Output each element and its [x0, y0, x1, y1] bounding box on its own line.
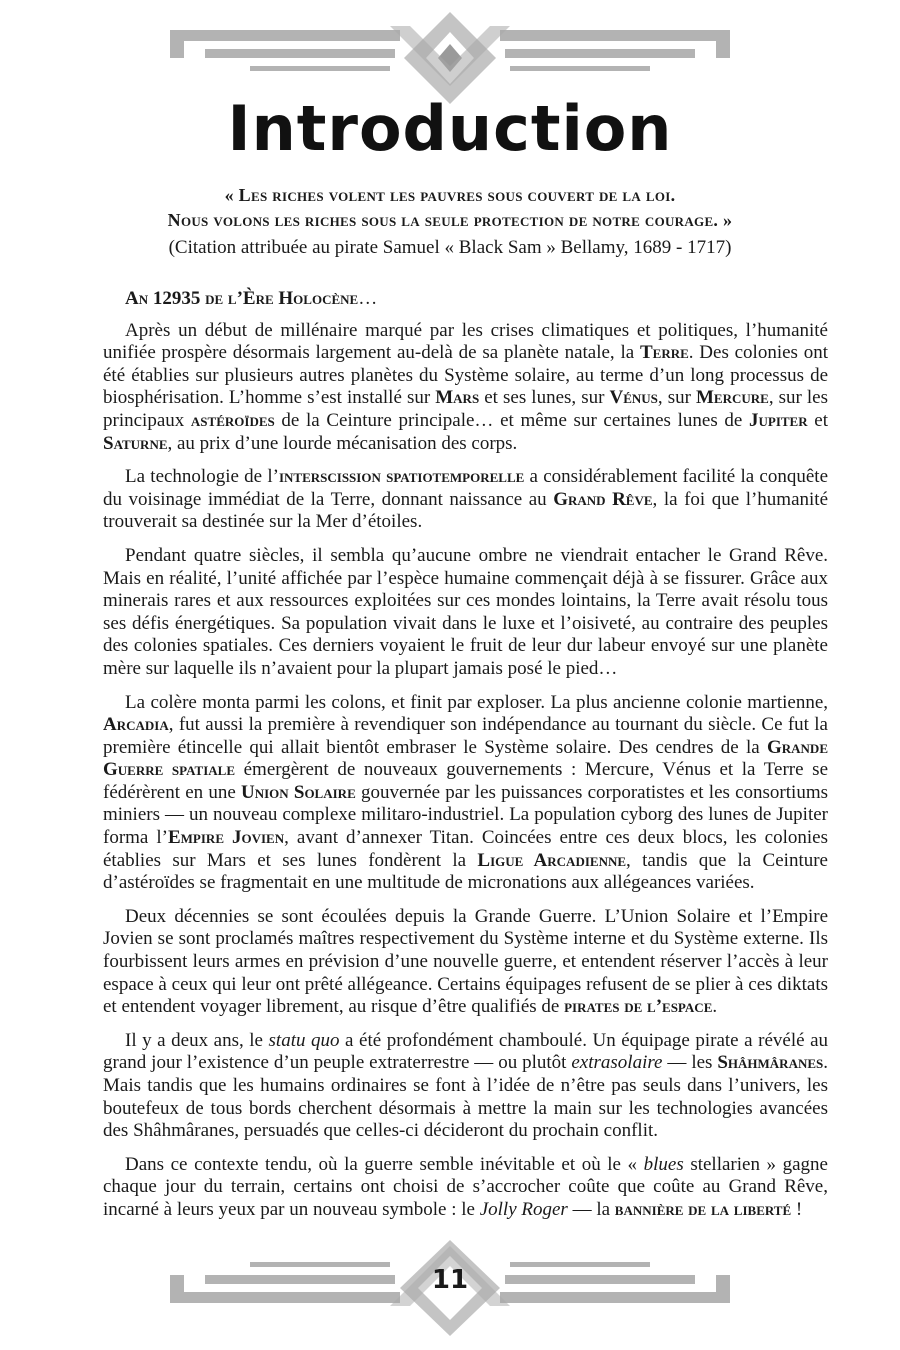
text-run: de la Ceinture principale… et même sur certaines lunes de [274, 409, 749, 431]
text-run: ! [791, 1198, 803, 1220]
epigraph-line-1: « Les riches volent les pauvres sous couvert de la loi. [224, 185, 676, 205]
body-paragraph [103, 545, 828, 681]
epigraph-attribution: (Citation attribuée au pirate Samuel « Black Sam » Bellamy, 1689 - 1717) [168, 237, 732, 258]
text-run: Dans ce contexte tendu, où la guerre semble inévitable et où le « [125, 1153, 644, 1175]
body-paragraph [103, 1030, 828, 1143]
text-run: Il y a deux ans, le [125, 1029, 269, 1051]
highlighted-term: interscission spatiotemporelle [278, 466, 525, 488]
text-run: , la foi que l’humanité trouverait sa destinée sur la Mer d’étoiles. [103, 488, 829, 533]
highlighted-term: Ligue Arcadienne [477, 849, 627, 871]
text-run: , tandis que la Ceinture d’astéroïdes se fragmentait en une multitude de micronations aux allégeances variées. [103, 849, 828, 894]
highlighted-term: An 12935 de l’Ère Holocène [125, 288, 359, 309]
text-run: stellarien » gagne chaque jour du terrain, certains ont choisi de s’accrocher coûte que coûte au Grand Rêve, incarné à leurs yeux par un nouveau symbole : le [103, 1153, 828, 1220]
body-paragraph [103, 320, 828, 456]
text-run: et ses lunes, sur [479, 387, 610, 409]
highlighted-term: Union Solaire [241, 781, 356, 803]
epigraph-line-2: Nous volons les riches sous la seule protection de notre courage. » [167, 210, 733, 230]
body-paragraph [103, 466, 828, 534]
italic-term: extrasolaire [571, 1052, 663, 1074]
highlighted-term: Arcadia [103, 714, 169, 736]
text-run: — les [662, 1052, 718, 1074]
highlighted-term: Shâhmâranes [717, 1052, 824, 1074]
body-paragraph [103, 692, 828, 895]
text-run: . [712, 996, 718, 1018]
body-paragraph [103, 906, 828, 1019]
highlighted-term: pirates de l’espace [564, 996, 713, 1018]
text-run: … [358, 288, 378, 309]
epigraph-quote [60, 183, 840, 233]
text-run: a considérablement facilité la conquête du voisinage immédiat de la Terre, donnant naissance au [103, 466, 828, 510]
text-run: , sur [657, 387, 696, 409]
text-run: et [807, 409, 828, 431]
introduction-body [103, 288, 828, 1233]
page-title: Introduction [227, 92, 673, 165]
footer-ornament [0, 1240, 900, 1350]
highlighted-term: Mercure [695, 387, 769, 409]
text-run: — la [567, 1198, 615, 1220]
text-run: , fut aussi la première à revendiquer son indépendance au tournant du siècle. Ce fut la première étincelle qui allait bientôt embraser le Système solaire. Des cendres de la [103, 714, 828, 758]
highlighted-term: Grande Guerre spatiale [103, 736, 828, 781]
highlighted-term: Vénus [609, 387, 658, 409]
highlighted-term: Jupiter [748, 409, 808, 431]
highlighted-term: Mars [435, 387, 480, 409]
text-run: a été profondément chamboulé. Un équipage pirate a révélé au grand jour l’existence d’un peuple extraterrestre — ou plutôt [103, 1029, 829, 1074]
text-run: , sur les principaux [103, 387, 829, 431]
text-run: , au prix d’une lourde mécanisation des corps. [167, 432, 518, 454]
text-run: . Mais tandis que les humains ordinaires se font à l’idée de n’être pas seuls dans l’univers, les boutefeux de tous bords cherchent désormais à mettre la main sur les technologies avancées des Shâhmâranes, persuadés que celles-ci décideront du prochain conflit. [103, 1052, 828, 1142]
italic-term: statu quo [268, 1029, 340, 1051]
highlighted-term: Saturne [103, 432, 168, 454]
page-number: 11 [431, 1265, 469, 1295]
opening-line [103, 288, 828, 311]
text-run: Deux décennies se sont écoulées depuis la Grande Guerre. L’Union Solaire et l’Empire Jovien se sont proclamés maîtres respectivement du Système interne et du Système externe. Ils fourbissent leurs armes en prévision d’une nouvelle guerre, et entendent réserver l’accès à leur espace à ceux qui leur ont prêté allégeance. Certains équipages refusent de se plier à ces diktats et entendent voyager librement, au risque d’être qualifiés de [103, 905, 828, 1018]
highlighted-term: bannière de la liberté [614, 1198, 792, 1220]
text-run: La technologie de l’ [125, 466, 279, 488]
italic-term: blues [643, 1153, 684, 1175]
text-run: Pendant quatre siècles, il sembla qu’aucune ombre ne viendrait entacher le Grand Rêve. Mais en réalité, l’unité affichée par l’espèce humaine commençait déjà à se fissurer. Grâce aux minerais rares et aux ressources exploitées sur ces mondes lointains, la Terre avait résolu tous ses défis énergétiques. Sa population vivait dans le luxe et l’oisiveté, au contraire des peuples des colonies spatiales. Ces derniers voyaient le fruit de leur dur labeur envoyé sur une planète mère sur laquelle ils n’avaient pour la plupart jamais posé le pied… [103, 544, 828, 679]
text-run: , avant d’annexer Titan. Coincées entre ces deux blocs, les colonies établies sur Mars et ses lunes fondèrent la [103, 827, 828, 871]
highlighted-term: Grand Rêve [553, 488, 653, 510]
text-run: gouvernée par les puissances corporatistes et les consortiums miniers — un nouveau complexe militaro-industriel. La population cyborg des lunes de Jupiter forma l’ [103, 781, 828, 849]
body-paragraph [103, 1154, 828, 1222]
highlighted-term: Terre [639, 342, 689, 364]
highlighted-term: Empire Jovien [167, 827, 285, 849]
text-run: . Des colonies ont été établies sur plusieurs autres planètes du Système solaire, au terme d’un long processus de biosphérisation. L’homme s’est installé sur [103, 342, 828, 409]
highlighted-term: astéroïdes [190, 409, 275, 431]
text-run: Après un début de millénaire marqué par les crises climatiques et politiques, l’humanité unifiée prospère désormais largement au-delà de sa planète natale, la [103, 319, 828, 364]
italic-term: Jolly Roger [479, 1198, 568, 1220]
text-run: émergèrent de nouveaux gouvernements : Mercure, Vénus et la Terre se fédérèrent en une [103, 759, 828, 803]
text-run: La colère monta parmi les colons, et finit par exploser. La plus ancienne colonie martienne, [125, 691, 828, 713]
